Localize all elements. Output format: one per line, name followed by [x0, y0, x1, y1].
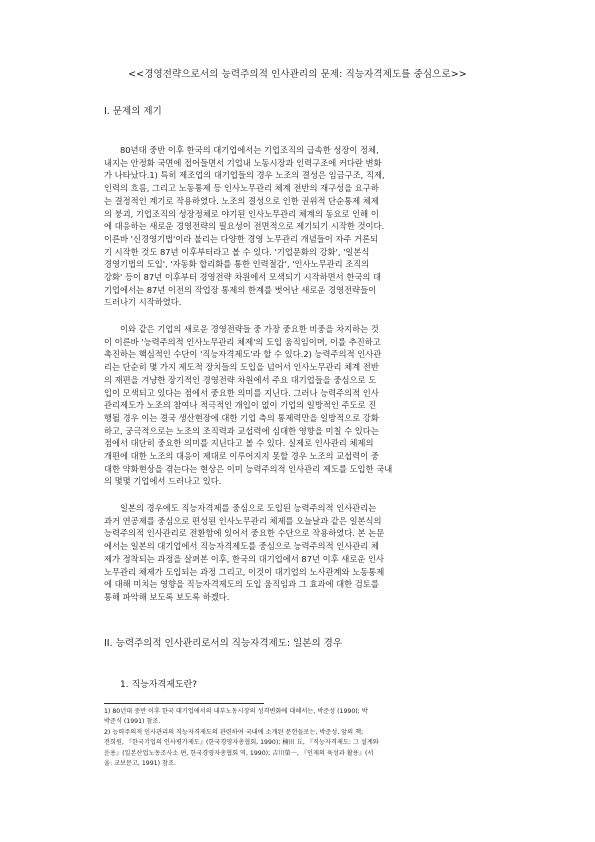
- text-line: 가 나타났다.1) 특히 제조업의 대기업들의 경우 노조의 결성은 임금구조, 직제,: [104, 170, 385, 181]
- text-line: 이 이른바 '능력주의적 인사노무관리 체제'의 도입 움직임이며, 이를 추진하고: [104, 336, 381, 347]
- text-line: 능력주의적 인사관리로 전환함에 있어서 중요한 수단으로 작용하였다. 본 논문: [104, 528, 385, 539]
- footnote-line: 운용』(일본산업노동조사소 편, 한국경영자총협회 역, 1990); 吉川榮一, 『인재의 육성과 활용』(서: [104, 749, 374, 757]
- text-line: 통해 파악해 보도록 보도록 하겠다.: [104, 591, 230, 602]
- paragraph-3: [104, 502, 496, 604]
- text-line: 에서는 일본의 대기업에서 직능자격제도를 중심으로 능력주의적 인사관리 체: [104, 541, 379, 552]
- text-line: 의 몇몇 기업에서 드러나고 있다.: [104, 476, 222, 487]
- text-line: 80년대 중반 이후 한국의 대기업에서는 기업조직의 급속한 성장이 정체,: [120, 145, 379, 155]
- text-line: 기업에서는 87년 이전의 작업장 통제의 한계를 벗어난 새로운 경영전략들이: [104, 284, 377, 295]
- text-line: 에 대응하는 새로운 경영전략의 필요성이 전면적으로 제기되기 시작한 것이다.: [104, 221, 385, 232]
- text-line: 경영기법의 도입', '자동화 합리화를 통한 인력절감', '인사노무관리 조직의: [104, 259, 370, 270]
- footnote-line: 전희원, 『한국기업의 인사평가제도』(한국경영자총협회, 1990); 楠田 丘, 『직능자격제도: 그 설계와: [104, 739, 379, 747]
- section-heading-problem: I. 문제의 제기: [104, 106, 162, 117]
- text-line: 행될 경우 이는 결국 생산현장에 대한 기업 측의 통제력만을 일방적으로 강화: [104, 412, 379, 423]
- text-line: 과거 연공제를 중심으로 편성된 인사노무관리 체제를 오늘날과 같은 일본식의: [104, 515, 382, 526]
- text-line: 의 붕괴, 기업조직의 성장정체로 야기된 인사노무관리 체계의 동요로 인해 이: [104, 208, 379, 219]
- text-line: 일본의 경우에도 직능자격제를 중심으로 도입된 능력주의적 인사관리는: [120, 503, 377, 513]
- subsection-heading: 1. 직능자격제도란?: [120, 680, 198, 690]
- text-line: 이른바 '신경영기법'이라 불리는 다양한 경영 노무관리 개념들이 자주 거론되: [104, 233, 379, 244]
- text-line: 노무관리 체제가 도입되는 과정 그리고, 이것이 대기업의 노사관계와 노동통제: [104, 566, 385, 577]
- text-line: 의 재편을 겨냥한 장기적인 경영전략 차원에서 주요 대기업들을 중심으로 도: [104, 374, 377, 385]
- footnotes: [104, 707, 496, 769]
- paragraph-2: [104, 323, 496, 488]
- footnote-line: 울: 교보문고, 1991) 참조.: [104, 760, 176, 768]
- text-line: 입이 모색되고 있다는 점에서 중요한 의미를 지닌다. 그러나 능력주의적 인사: [104, 387, 379, 398]
- paragraph-1: [104, 144, 496, 309]
- text-line: 개편에 대한 노조의 대응이 제대로 이루어지지 못할 경우 노조의 교섭력이 중: [104, 451, 379, 462]
- text-line: 대한 약화현상을 겪는다는 현상은 이미 능력주의적 인사관리 제도를 도입한 국내: [104, 463, 393, 474]
- text-line: 촉진하는 핵심적인 수단이 '직능자격제도'라 할 수 있다.2) 능력주의적 인사관: [104, 349, 382, 360]
- text-line: 이와 같은 기업의 새로운 경영전략들 중 가장 중요한 비중을 차지하는 것: [120, 324, 379, 334]
- text-line: 관리제도가 노조의 참여나 적극적인 개입이 없이 기업의 일방적인 주도로 진: [104, 400, 377, 411]
- section-heading-japan: II. 능력주의적 인사관리로서의 직능자격제도: 일본의 경우: [104, 638, 342, 649]
- text-line: 제가 정착되는 과정을 살펴본 이후, 한국의 대기업에서 87년 이후 새로운 인사: [104, 553, 385, 564]
- footnote-line: 2) 능력주의적 인사관리의 직능자격제도의 관련하여 국내에 소개된 문헌들로는, 박준성, 앞의 책;: [104, 728, 364, 736]
- footnote-line: 박준식 (1991) 참조.: [104, 718, 161, 726]
- text-line: 리는 단순히 몇 가지 제도적 장치들의 도입을 넘어서 인사노무관리 체계 전반: [104, 362, 379, 373]
- footnote-divider: [104, 703, 264, 704]
- document-title: <<경영전략으로서의 능력주의적 인사관리의 문제: 직능자격제도를 중심으로>>: [128, 69, 467, 80]
- text-line: 강화' 등이 87년 이후부터 경영전략 차원에서 모색되기 시작하면서 한국의 대: [104, 272, 382, 283]
- text-line: 는 결정적인 계기로 작용하였다. 노조의 결성으로 인한 권위적 단순통제 체제: [104, 195, 379, 206]
- footnote-line: 1) 80년대 중반 이후 한국 대기업에서의 내부노동시장의 성격변화에 대해서는, 박준성 (1990); 박: [104, 708, 368, 715]
- text-line: 하고, 궁극적으로는 노조의 조직력과 교섭력에 심대한 영향을 미칠 수 있다는: [104, 425, 379, 436]
- text-line: 인력의 흐름, 그리고 노동통제 등 인사노무관리 체계 전반의 재구성을 요구하: [104, 183, 379, 194]
- text-line: 기 시작한 것도 87년 이후부터라고 볼 수 있다. '기업문화의 강화', '일본식: [104, 246, 370, 257]
- text-line: 드러나기 시작하였다.: [104, 297, 182, 308]
- text-line: 에 대해 미치는 영향을 직능자격제도의 도입 움직임과 그 효과에 대한 검토를: [104, 579, 379, 590]
- text-line: 내지는 안정화 국면에 접어들면서 기업내 노동시장과 인력구조에 커다란 변화: [104, 157, 382, 168]
- text-line: 점에서 대단히 중요한 의미를 지닌다고 볼 수 있다. 실제로 인사관리 체제의: [104, 438, 374, 449]
